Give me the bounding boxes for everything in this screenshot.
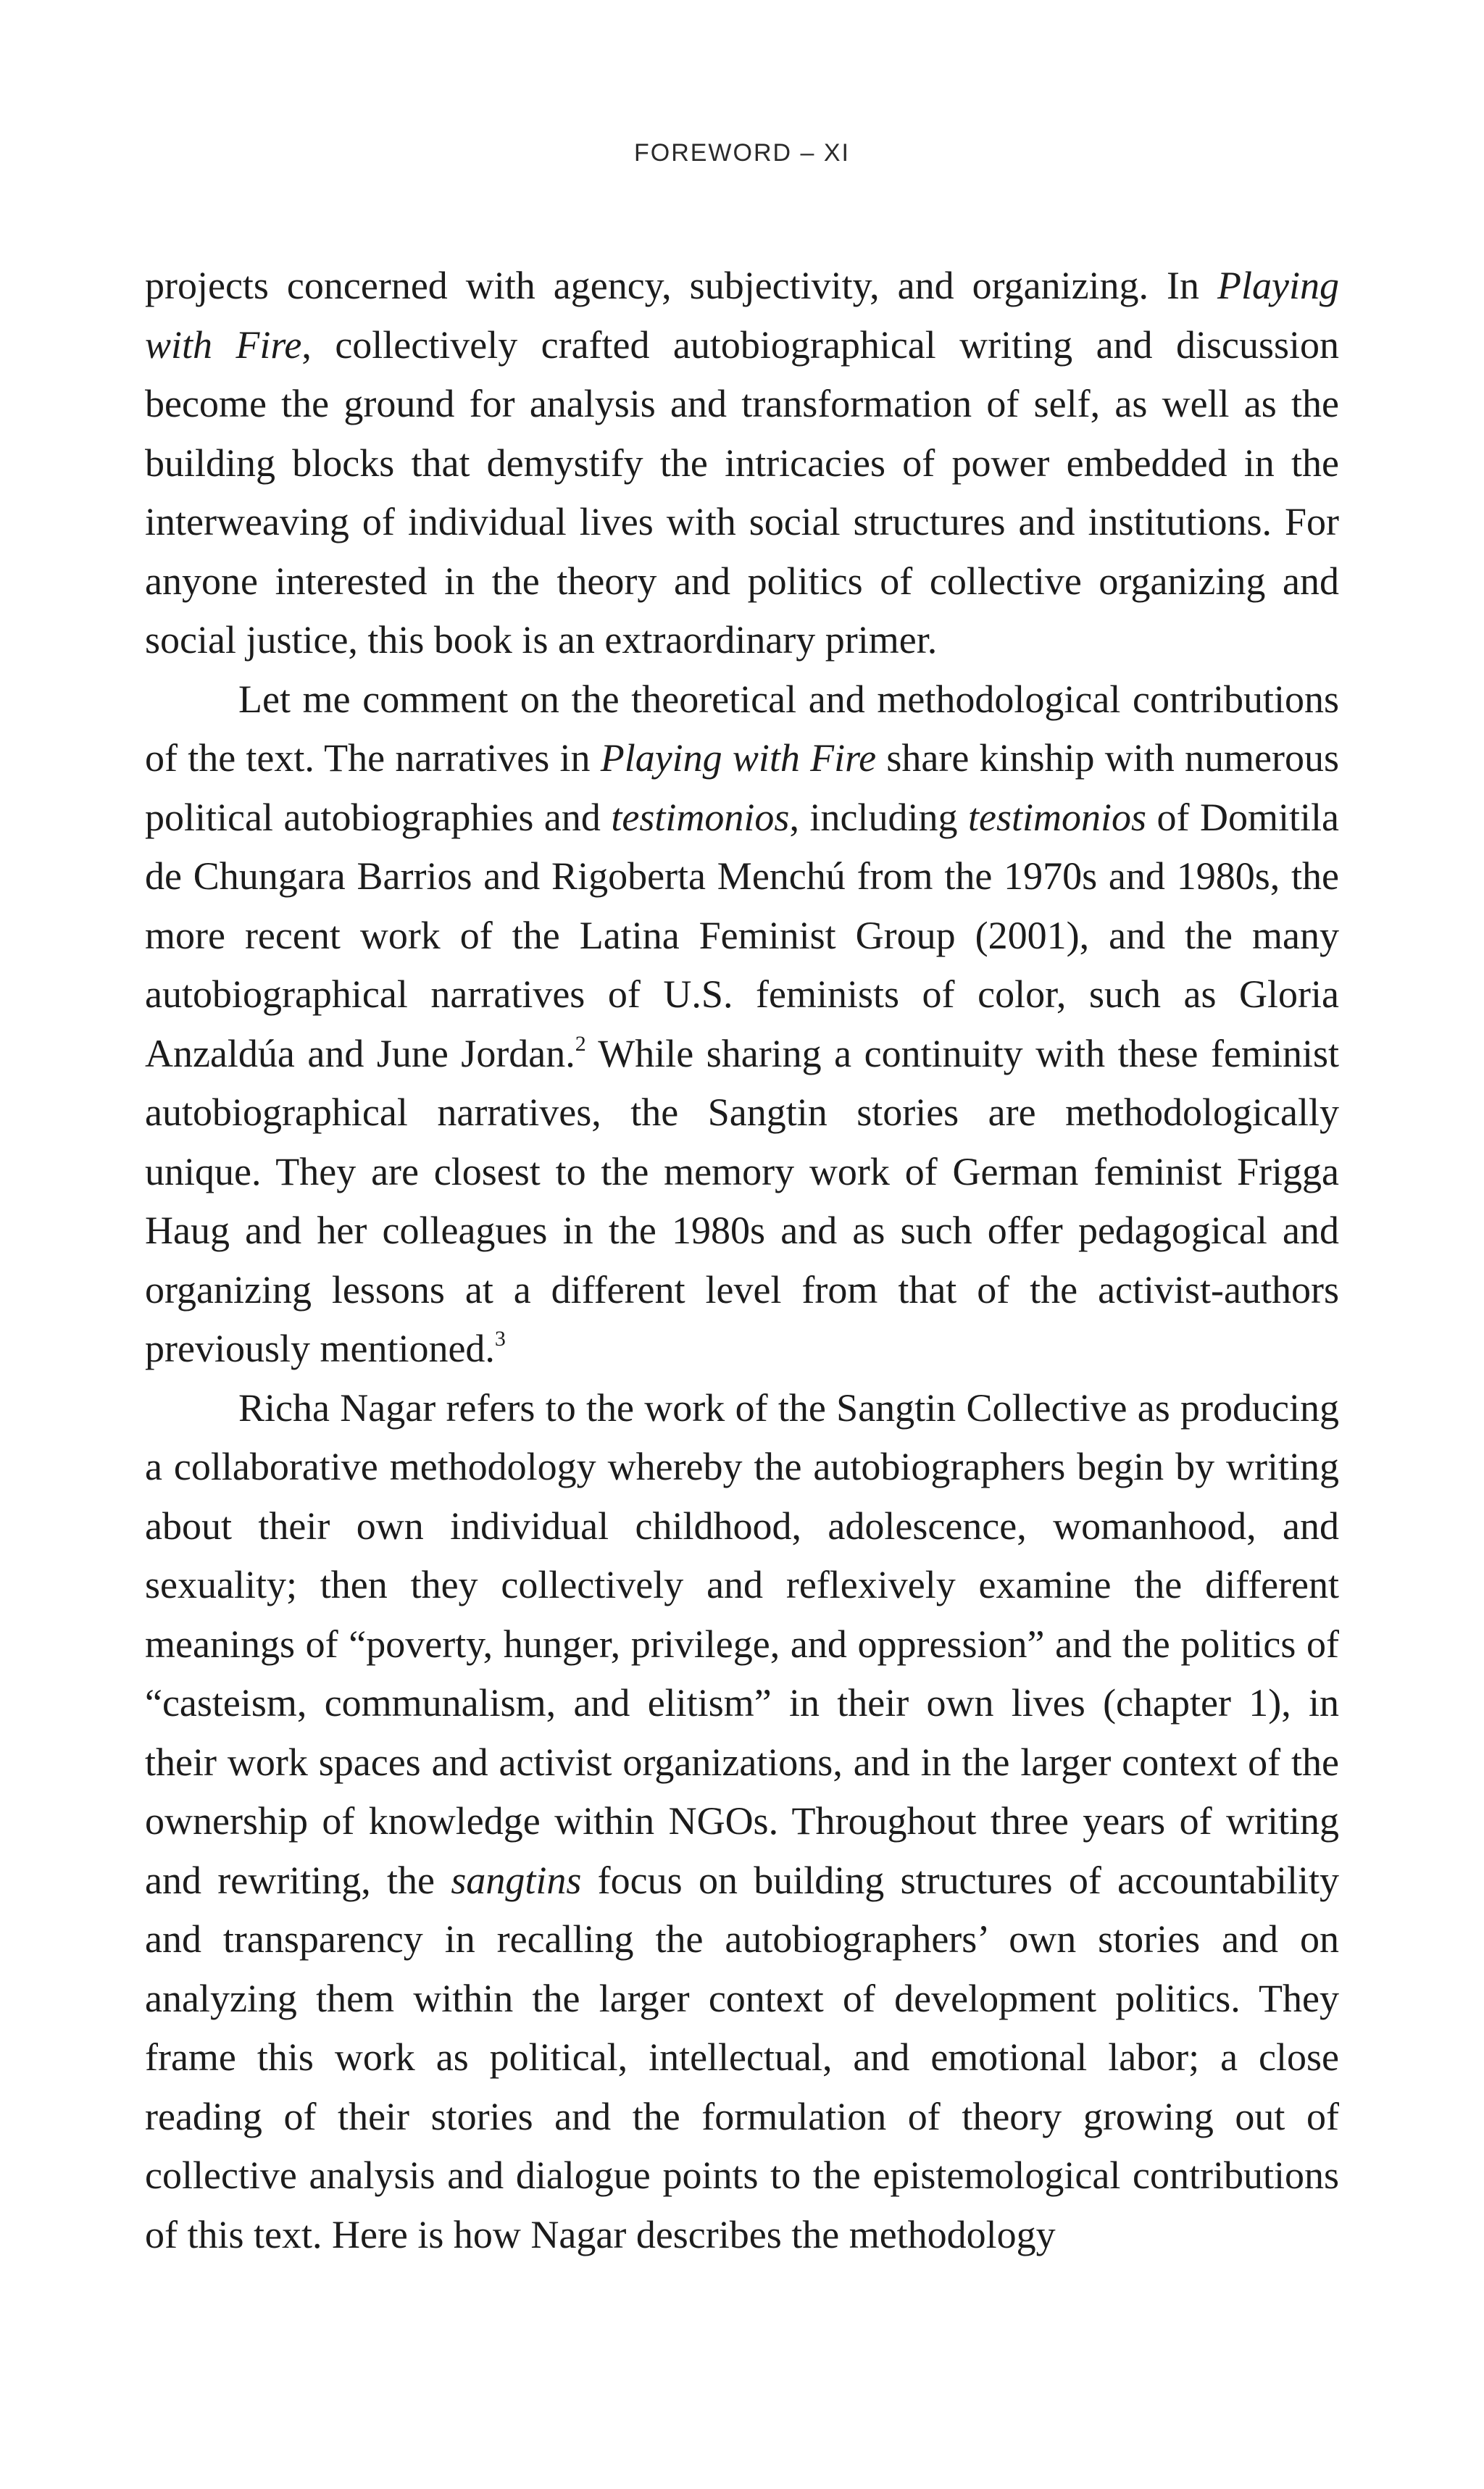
paragraph-3 <box>145 1379 1339 2265</box>
paragraph-2 <box>145 670 1339 1379</box>
italic-term: Playing with Fire <box>600 736 877 780</box>
text-run: focus on building structures of accountability and transparency in recalling the autobiographers’ own stories and on analyzing them within the larger context of development politics. They frame this work as political, intellectual, and emotional labor; a close reading of their stories and the formulation of theory growing out of collective analysis and dialogue points to the epistemological contributions of this text. Here is how Nagar describes the methodology <box>145 1858 1339 2256</box>
running-head: FOREWORD – XI <box>633 139 851 167</box>
text-run: Let me comment on the theoretical and methodological contributions of the text. The narratives in <box>145 677 1339 780</box>
italic-term: testimonios <box>611 795 790 839</box>
text-run: , including <box>789 795 968 839</box>
paragraph-1 <box>145 257 1339 670</box>
text-run: share kinship with numerous political autobiographies and <box>145 736 1339 839</box>
italic-term: testimonios <box>967 795 1146 839</box>
text-run: of Domitila de Chungara Barrios and Rigoberta Menchú from the 1970s and 1980s, the more recent work of the Latina Feminist Group (2001), and the many autobiographical narratives of U.S. feminists of color, such as Gloria Anzaldúa and June Jordan. <box>145 795 1339 1075</box>
body-text <box>145 257 1339 2264</box>
footnote-ref: 2 <box>575 1031 586 1056</box>
text-run: projects concerned with agency, subjectivity, and organizing. In <box>145 264 1218 307</box>
italic-term: Playing with Fire <box>145 264 1339 367</box>
text-run: Richa Nagar refers to the work of the Sangtin Collective as producing a collaborative methodology whereby the autobiographers begin by writing about their own individual childhood, adolescence, womanhood, and sexuality; then they collectively and reflexively examine the different meanings of “poverty, hunger, privilege, and oppression” and the politics of “casteism, communalism, and elitism” in their own lives (chapter 1), in their work spaces and activist organizations, and in the larger context of the ownership of knowledge within NGOs. Throughout three years of writing and rewriting, the <box>145 1385 1339 1902</box>
italic-term: sangtins <box>451 1858 582 1902</box>
text-run: While sharing a continuity with these feminist autobiographical narratives, the Sangtin stories are methodologically unique. They are closest to the memory work of German feminist Frigga Haug and her colleagues in the 1980s and as such offer pedagogical and organizing lessons at a different level from that of the activist-authors previously mentioned. <box>145 1031 1339 1370</box>
text-run: , collectively crafted autobiographical writing and discussion become the ground for analysis and transformation of self, as well as the building blocks that demystify the intricacies of power embedded in the interweaving of individual lives with social structures and institutions. For anyone interested in the theory and politics of collective organizing and social justice, this book is an extraordinary primer. <box>145 322 1339 662</box>
footnote-ref: 3 <box>494 1327 506 1351</box>
